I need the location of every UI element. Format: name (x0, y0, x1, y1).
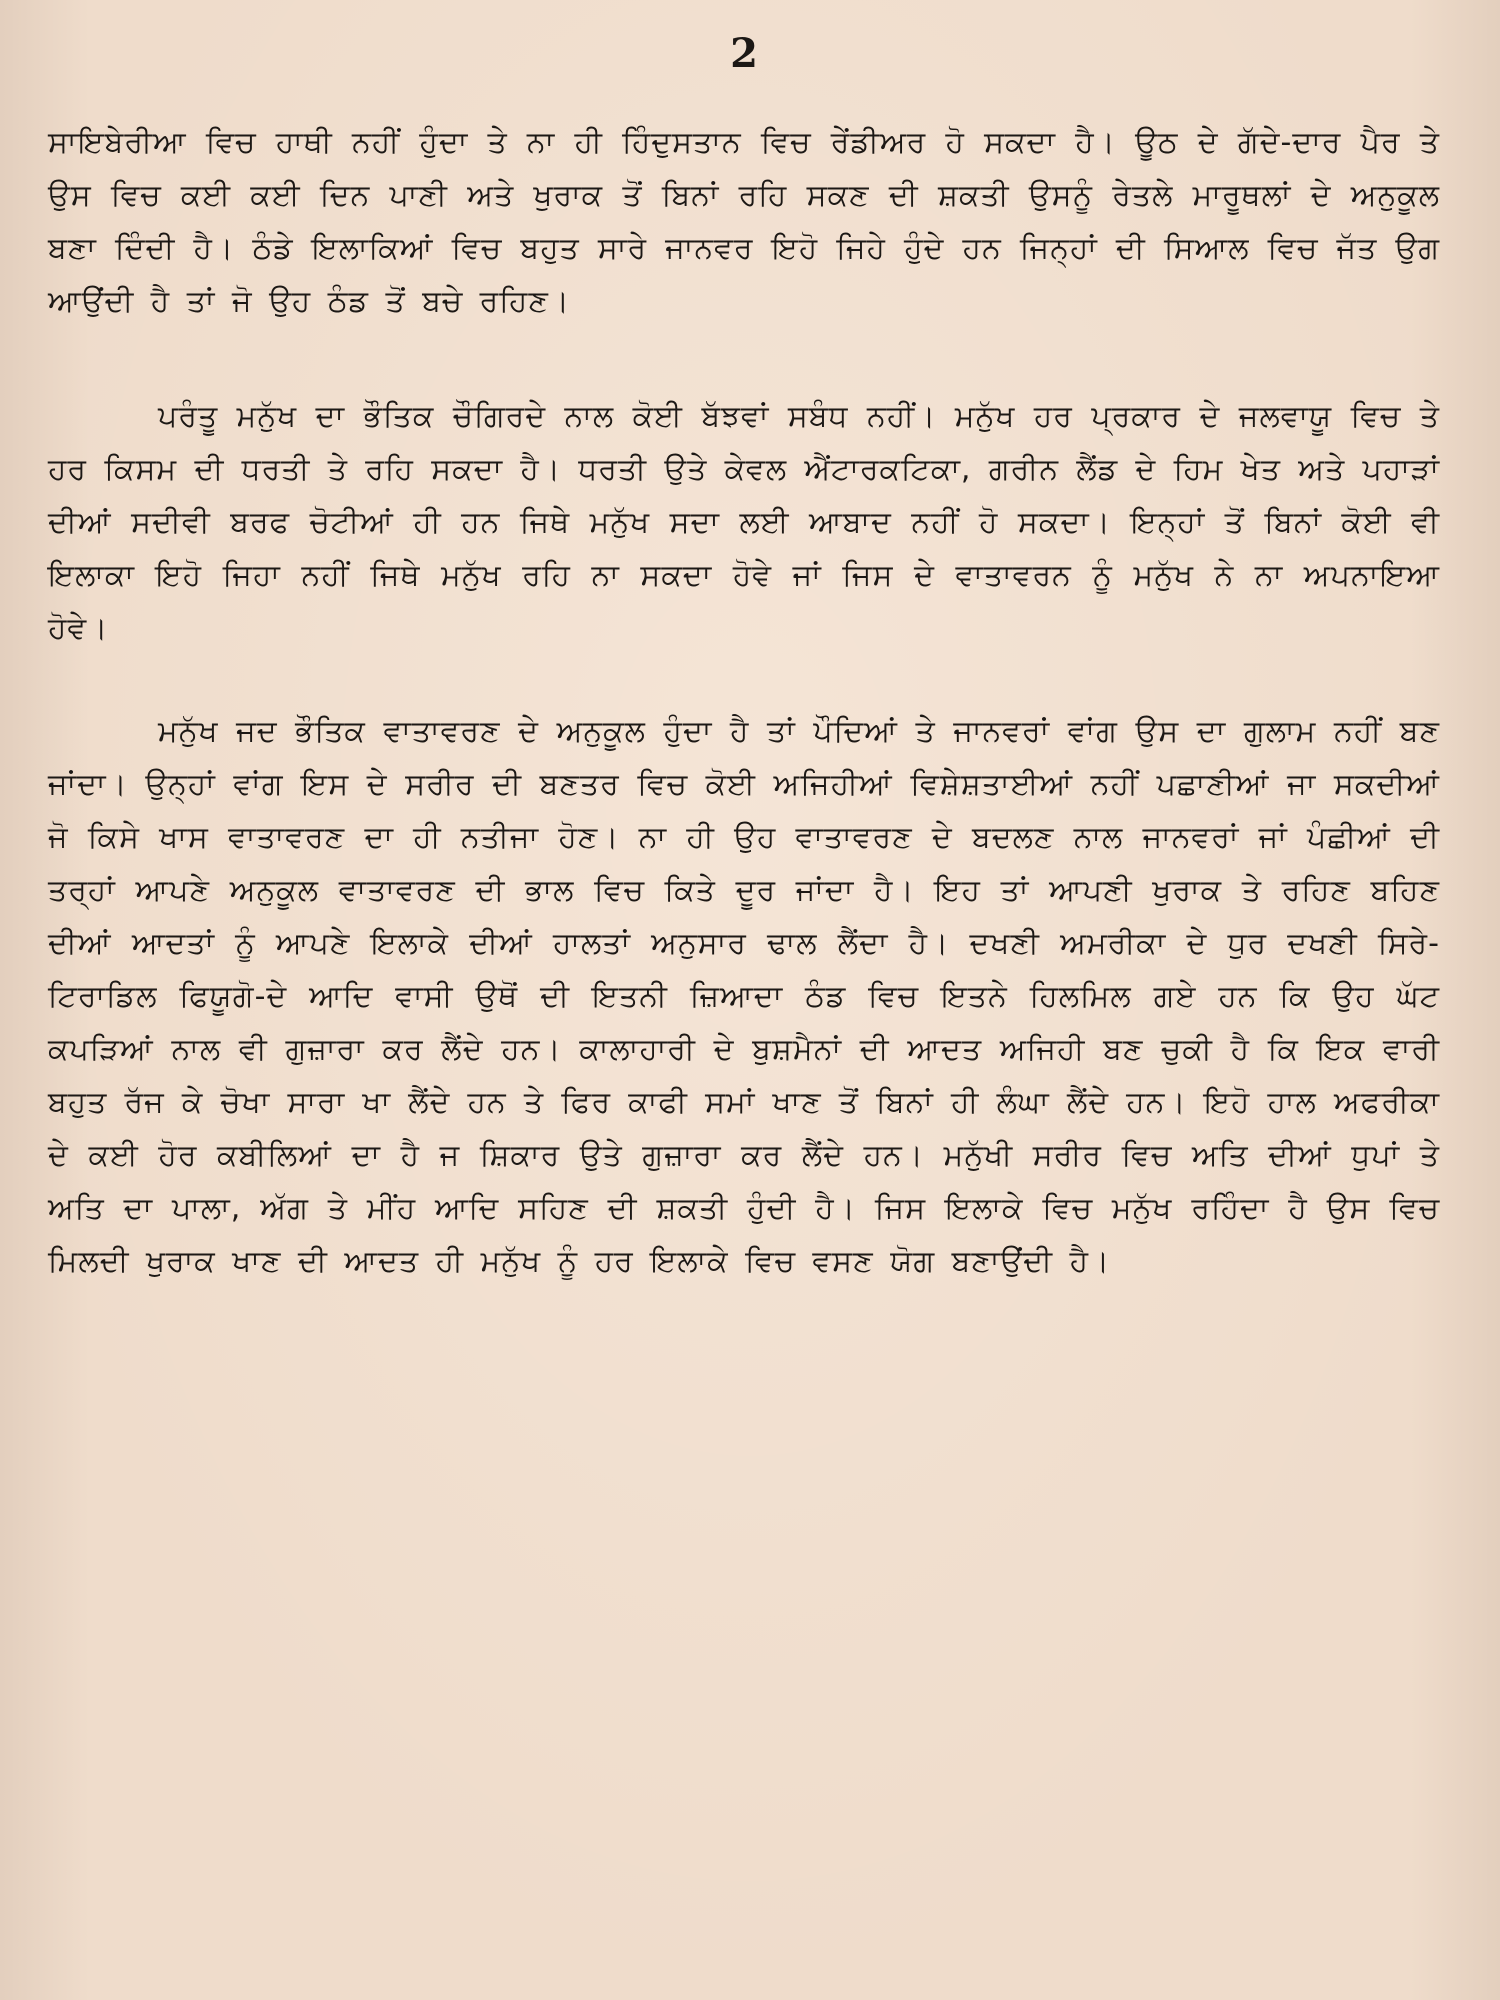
paragraph-3: ਮਨੁੱਖ ਜਦ ਭੌਤਿਕ ਵਾਤਾਵਰਣ ਦੇ ਅਨੁਕੂਲ ਹੁੰਦਾ ਹੈ ਤਾਂ ਪੌਦਿਆਂ ਤੇ ਜਾਨਵਰਾਂ ਵਾਂਗ ਉਸ ਦਾ ਗੁਲਾਮ ਨਹੀਂ ਬਣ ਜਾਂਦਾ। ਉਨ੍ਹਾਂ ਵਾਂਗ ਇਸ ਦੇ ਸਰੀਰ ਦੀ ਬਣਤਰ ਵਿਚ ਕੋਈ ਅਜਿਹੀਆਂ ਵਿਸ਼ੇਸ਼ਤਾਈਆਂ ਨਹੀਂ ਪਛਾਣੀਆਂ ਜਾ ਸਕਦੀਆਂ ਜੋ ਕਿਸੇ ਖਾਸ ਵਾਤਾਵਰਣ ਦਾ ਹੀ ਨਤੀਜਾ ਹੋਣ। ਨਾ ਹੀ ਉਹ ਵਾਤਾਵਰਣ ਦੇ ਬਦਲਣ ਨਾਲ ਜਾਨਵਰਾਂ ਜਾਂ ਪੰਛੀਆਂ ਦੀ ਤਰ੍ਹਾਂ ਆਪਣੇ ਅਨੁਕੂਲ ਵਾਤਾਵਰਣ ਦੀ ਭਾਲ ਵਿਚ ਕਿਤੇ ਦੂਰ ਜਾਂਦਾ ਹੈ। ਇਹ ਤਾਂ ਆਪਣੀ ਖੁਰਾਕ ਤੇ ਰਹਿਣ ਬਹਿਣ ਦੀਆਂ ਆਦਤਾਂ ਨੂੰ ਆਪਣੇ ਇਲਾਕੇ ਦੀਆਂ ਹਾਲਤਾਂ ਅਨੁਸਾਰ ਢਾਲ ਲੈਂਦਾ ਹੈ। ਦਖਣੀ ਅਮਰੀਕਾ ਦੇ ਧੁਰ ਦਖਣੀ ਸਿਰੇ-ਟਿਰਾਡਿਲ ਫਿਯੂਗੋ-ਦੇ ਆਦਿ ਵਾਸੀ ਉਥੋਂ ਦੀ ਇਤਨੀ ਜ਼ਿਆਦਾ ਠੰਡ ਵਿਚ ਇਤਨੇ ਹਿਲਮਿਲ ਗਏ ਹਨ ਕਿ ਉਹ ਘੱਟ ਕਪੜਿਆਂ ਨਾਲ ਵੀ ਗੁਜ਼ਾਰਾ ਕਰ ਲੈਂਦੇ ਹਨ। ਕਾਲਾਹਾਰੀ ਦੇ ਬੁਸ਼ਮੈਨਾਂ ਦੀ ਆਦਤ ਅਜਿਹੀ ਬਣ ਚੁਕੀ ਹੈ ਕਿ ਇਕ ਵਾਰੀ ਬਹੁਤ ਰੱਜ ਕੇ ਚੋਖਾ ਸਾਰਾ ਖਾ ਲੈਂਦੇ ਹਨ ਤੇ ਫਿਰ ਕਾਫੀ ਸਮਾਂ ਖਾਣ ਤੋਂ ਬਿਨਾਂ ਹੀ ਲੰਘਾ ਲੈਂਦੇ ਹਨ। ਇਹੋ ਹਾਲ ਅਫਰੀਕਾ ਦੇ ਕਈ ਹੋਰ ਕਬੀਲਿਆਂ ਦਾ ਹੈ ਜ ਸ਼ਿਕਾਰ ਉਤੇ ਗੁਜ਼ਾਰਾ ਕਰ ਲੈਂਦੇ ਹਨ। ਮਨੁੱਖੀ ਸਰੀਰ ਵਿਚ ਅਤਿ ਦੀਆਂ ਧੁਪਾਂ ਤੇ ਅਤਿ ਦਾ ਪਾਲਾ, ਅੱਗ ਤੇ ਮੀਂਹ ਆਦਿ ਸਹਿਣ ਦੀ ਸ਼ਕਤੀ ਹੁੰਦੀ ਹੈ। ਜਿਸ ਇਲਾਕੇ ਵਿਚ ਮਨੁੱਖ ਰਹਿੰਦਾ ਹੈ ਉਸ ਵਿਚ ਮਿਲਦੀ ਖੁਰਾਕ ਖਾਣ ਦੀ ਆਦਤ ਹੀ ਮਨੁੱਖ ਨੂੰ ਹਰ ਇਲਾਕੇ ਵਿਚ ਵਸਣ ਯੋਗ ਬਣਾਉਂਦੀ ਹੈ। (48, 714, 1440, 1279)
paragraph-2: ਪਰੰਤੂ ਮਨੁੱਖ ਦਾ ਭੌਤਿਕ ਚੌਗਿਰਦੇ ਨਾਲ ਕੋਈ ਬੱਝਵਾਂ ਸਬੰਧ ਨਹੀਂ। ਮਨੁੱਖ ਹਰ ਪ੍ਰਕਾਰ ਦੇ ਜਲਵਾਯੂ ਵਿਚ ਤੇ ਹਰ ਕਿਸਮ ਦੀ ਧਰਤੀ ਤੇ ਰਹਿ ਸਕਦਾ ਹੈ। ਧਰਤੀ ਉਤੇ ਕੇਵਲ ਐਂਟਾਰਕਟਿਕਾ, ਗਰੀਨ ਲੈਂਡ ਦੇ ਹਿਮ ਖੇਤ ਅਤੇ ਪਹਾੜਾਂ ਦੀਆਂ ਸਦੀਵੀ ਬਰਫ ਚੋਟੀਆਂ ਹੀ ਹਨ ਜਿਥੇ ਮਨੁੱਖ ਸਦਾ ਲਈ ਆਬਾਦ ਨਹੀਂ ਹੋ ਸਕਦਾ। ਇਨ੍ਹਾਂ ਤੋਂ ਬਿਨਾਂ ਕੋਈ ਵੀ ਇਲਾਕਾ ਇਹੋ ਜਿਹਾ ਨਹੀਂ ਜਿਥੇ ਮਨੁੱਖ ਰਹਿ ਨਾ ਸਕਦਾ ਹੋਵੇ ਜਾਂ ਜਿਸ ਦੇ ਵਾਤਾਵਰਨ ਨੂੰ ਮਨੁੱਖ ਨੇ ਨਾ ਅਪਨਾਇਆ ਹੋਵੇ। (48, 399, 1440, 646)
page-number: 2 (730, 30, 758, 77)
paragraph-1: ਸਾਇਬੇਰੀਆ ਵਿਚ ਹਾਥੀ ਨਹੀਂ ਹੁੰਦਾ ਤੇ ਨਾ ਹੀ ਹਿੰਦੁਸਤਾਨ ਵਿਚ ਰੇਂਡੀਅਰ ਹੋ ਸਕਦਾ ਹੈ। ਊਠ ਦੇ ਗੱਦੇ-ਦਾਰ ਪੈਰ ਤੇ ਉਸ ਵਿਚ ਕਈ ਕਈ ਦਿਨ ਪਾਣੀ ਅਤੇ ਖੁਰਾਕ ਤੋਂ ਬਿਨਾਂ ਰਹਿ ਸਕਣ ਦੀ ਸ਼ਕਤੀ ਉਸਨੂੰ ਰੇਤਲੇ ਮਾਰੂਥਲਾਂ ਦੇ ਅਨੁਕੂਲ ਬਣਾ ਦਿੰਦੀ ਹੈ। ਠੰਡੇ ਇਲਾਕਿਆਂ ਵਿਚ ਬਹੁਤ ਸਾਰੇ ਜਾਨਵਰ ਇਹੋ ਜਿਹੇ ਹੁੰਦੇ ਹਨ ਜਿਨ੍ਹਾਂ ਦੀ ਸਿਆਲ ਵਿਚ ਜੱਤ ਉਗ ਆਉਂਦੀ ਹੈ ਤਾਂ ਜੋ ਉਹ ਠੰਡ ਤੋਂ ਬਚੇ ਰਹਿਣ। (48, 125, 1440, 319)
